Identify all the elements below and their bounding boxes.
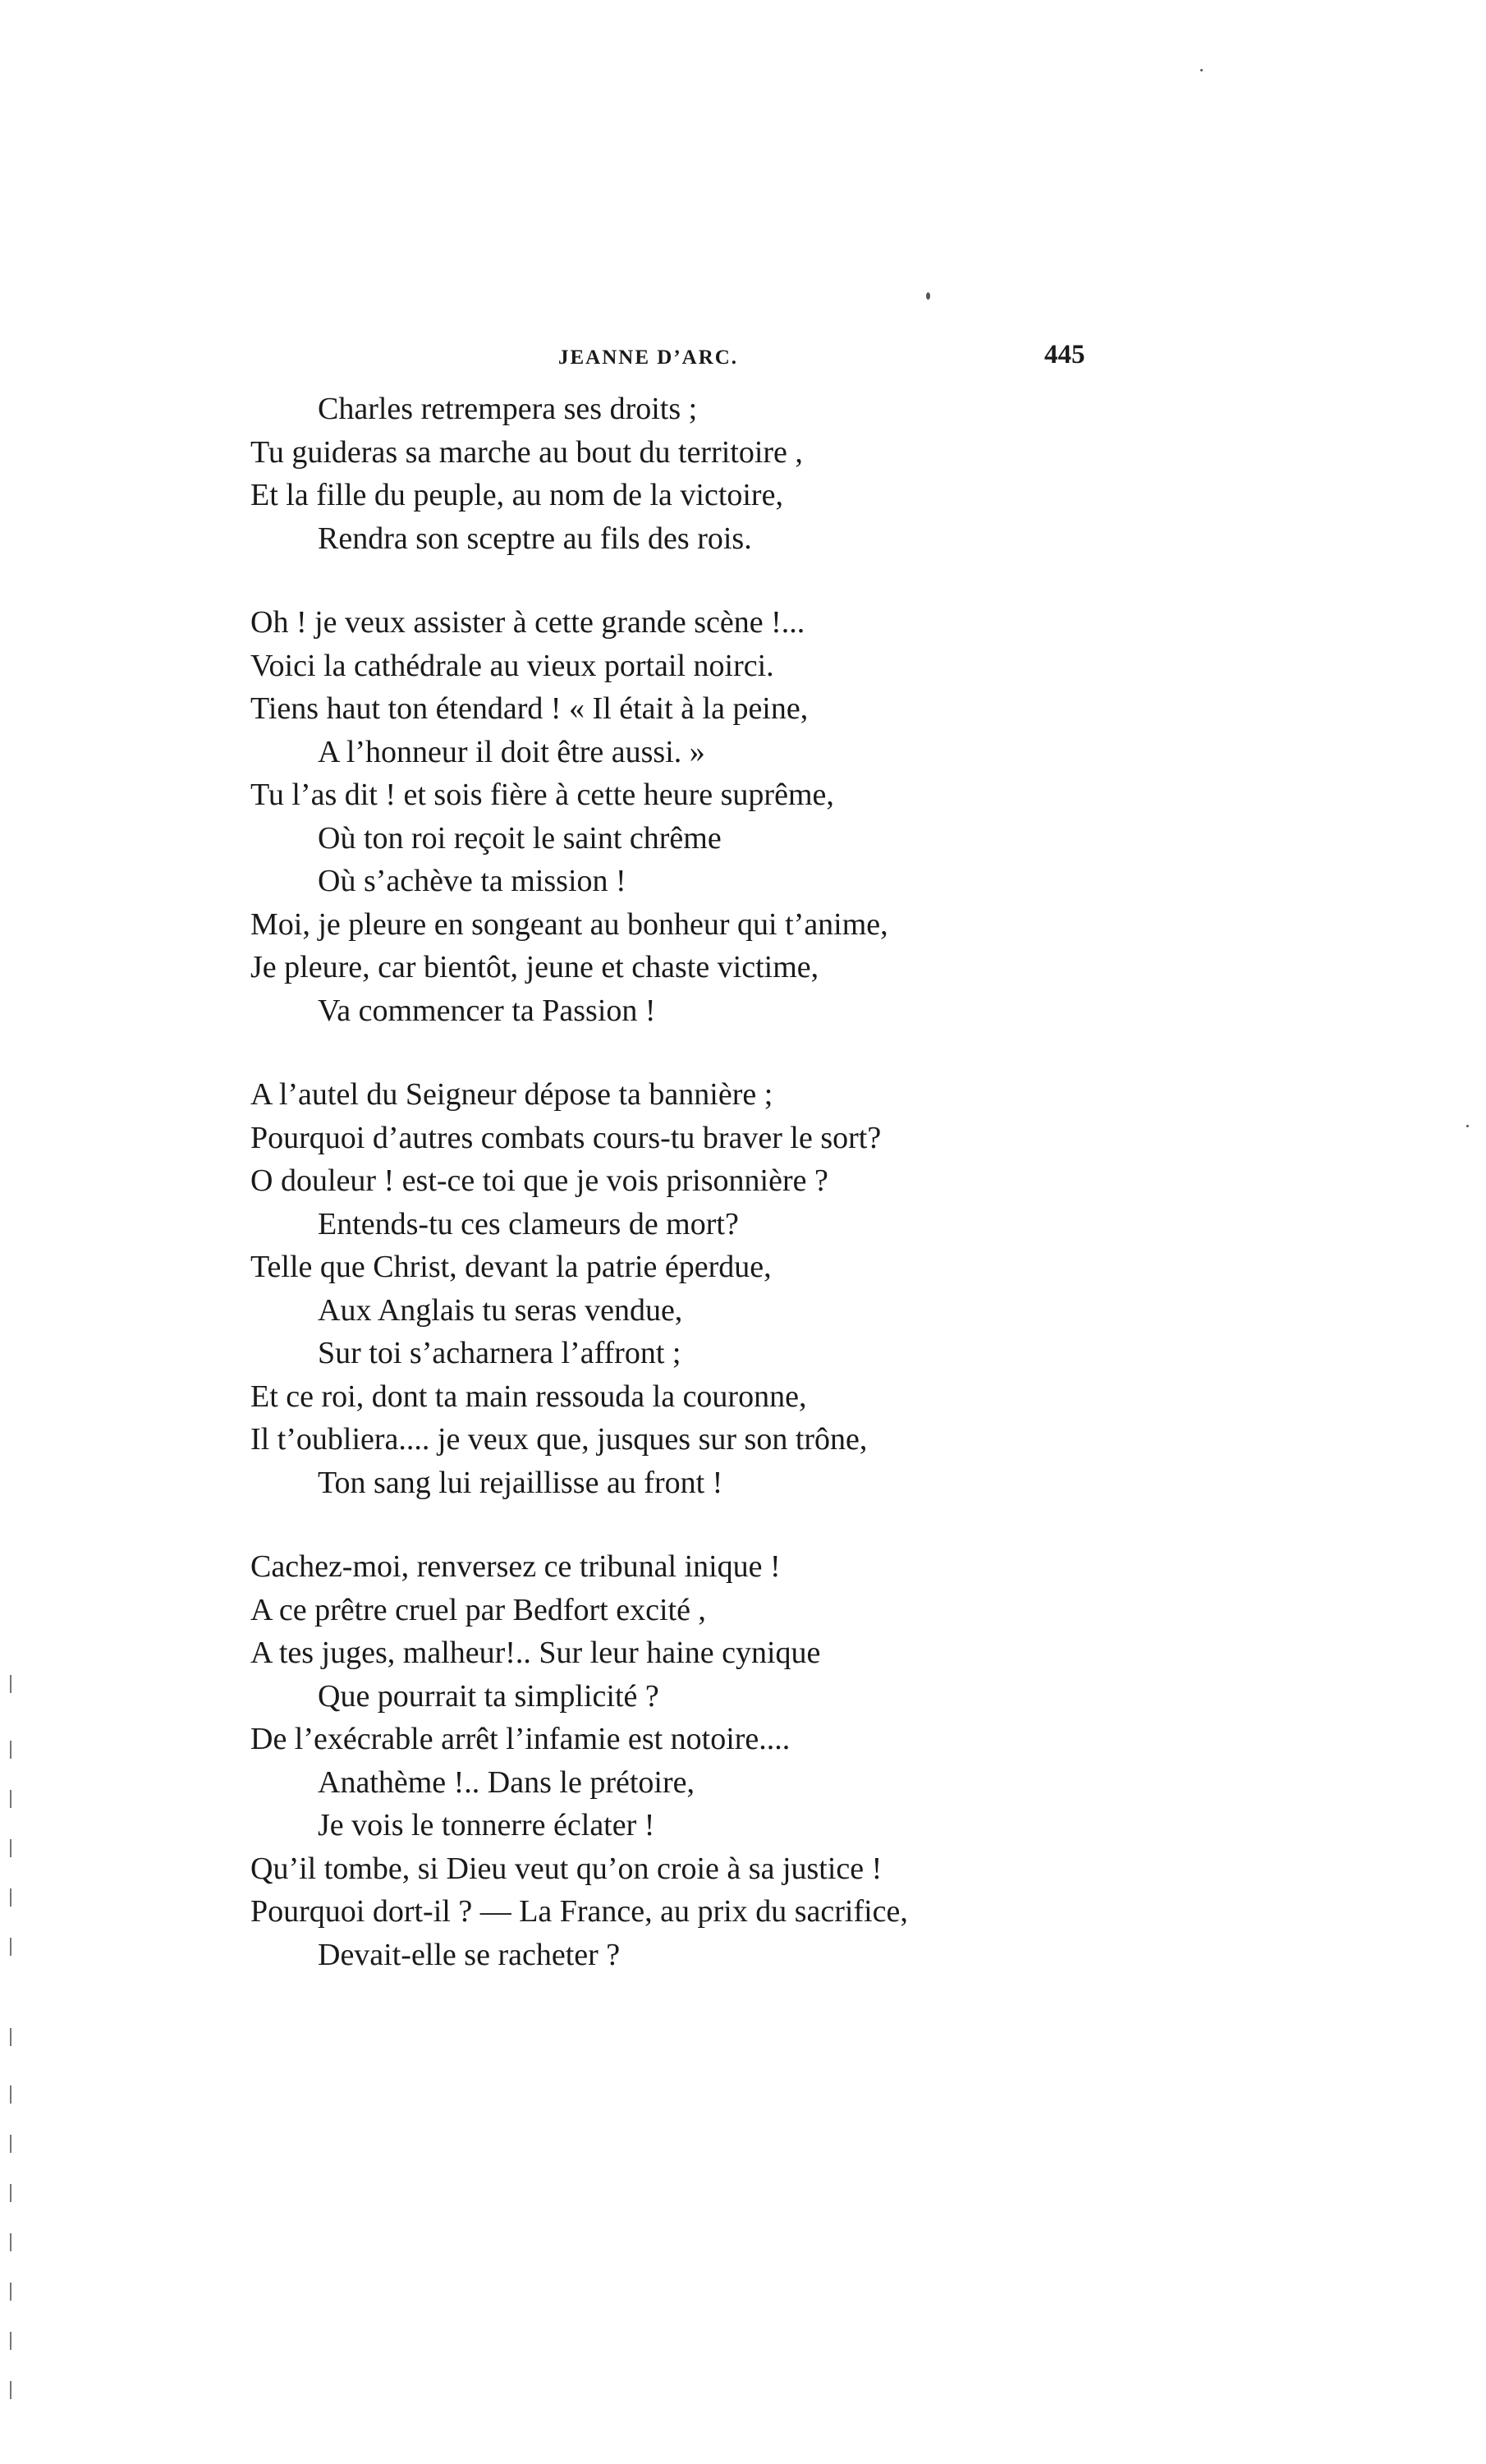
page-number: 445: [1044, 340, 1085, 369]
scan-margin-mark: [10, 2184, 11, 2202]
verse-line: Aux Anglais tu seras vendue,: [318, 1292, 683, 1328]
verse-line: Et la fille du peuple, au nom de la victoire,: [250, 478, 783, 512]
scan-margin-mark: [10, 2233, 11, 2251]
verse-line: De l’exécrable arrêt l’infamie est notoire....: [250, 1722, 791, 1756]
scan-margin-mark: [10, 1888, 11, 1907]
verse-line: Entends-tu ces clameurs de mort?: [318, 1206, 739, 1241]
stanza: [250, 601, 1318, 1032]
verse-line: A ce prêtre cruel par Bedfort excité ,: [250, 1592, 706, 1627]
verse-line: Ton sang lui rejaillisse au front !: [318, 1465, 723, 1500]
verse-line: Voici la cathédrale au vieux portail noirci.: [250, 648, 774, 683]
scan-speck: [1466, 1125, 1469, 1127]
verse-line: Moi, je pleure en songeant au bonheur qui t’anime,: [250, 906, 888, 942]
scan-margin-mark: [10, 1741, 11, 1759]
verse-line: Qu’il tombe, si Dieu veut qu’on croie à sa justice !: [250, 1851, 883, 1886]
verse-line: Telle que Christ, devant la patrie éperdue,: [250, 1250, 772, 1284]
verse-line: Et ce roi, dont ta main ressouda la couronne,: [250, 1379, 807, 1414]
scan-margin-mark: [10, 1839, 11, 1857]
verse-line: Cachez-moi, renversez ce tribunal inique !: [250, 1549, 781, 1584]
running-header: [0, 340, 1486, 389]
verse-line: Va commencer ta Passion !: [318, 993, 656, 1028]
scan-speck: [1200, 69, 1203, 71]
verse-line: Charles retrempera ses droits ;: [318, 392, 698, 426]
scan-margin-mark: [10, 2283, 11, 2301]
scan-margin-mark: [10, 2332, 11, 2350]
poem-body: [250, 388, 1318, 1976]
verse-line: Il t’oubliera.... je veux que, jusques sur son trône,: [250, 1422, 868, 1457]
verse-line: Sur toi s’acharnera l’affront ;: [318, 1336, 681, 1370]
verse-line: Je pleure, car bientôt, jeune et chaste victime,: [250, 950, 819, 984]
stanza: [250, 1073, 1318, 1504]
verse-line: A l’autel du Seigneur dépose ta bannière ;: [250, 1077, 773, 1112]
verse-line: Que pourrait ta simplicité ?: [318, 1678, 659, 1714]
scan-speck: [926, 292, 930, 300]
verse-line: Je vois le tonnerre éclater !: [318, 1808, 655, 1842]
verse-line: Tiens haut ton étendard ! « Il était à la peine,: [250, 691, 809, 726]
verse-line: Anathème !.. Dans le prétoire,: [318, 1764, 695, 1800]
scan-margin-mark: [10, 1938, 11, 1956]
verse-line: Où ton roi reçoit le saint chrême: [318, 820, 722, 856]
scan-margin-mark: [10, 1790, 11, 1808]
verse-line: Tu l’as dit ! et sois fière à cette heure suprême,: [250, 778, 834, 812]
verse-line: Pourquoi d’autres combats cours-tu braver le sort?: [250, 1120, 882, 1155]
verse-line: Devait-elle se racheter ?: [318, 1937, 621, 1972]
scan-margin-mark: [10, 2085, 11, 2104]
scan-margin-mark: [10, 1675, 11, 1693]
scan-margin-mark: [10, 2028, 11, 2046]
verse-line: A l’honneur il doit être aussi. »: [318, 734, 705, 769]
stanza: [250, 388, 1318, 560]
scan-margin-mark: [10, 2381, 11, 2399]
verse-line: Où s’achève ta mission !: [318, 864, 626, 898]
verse-line: A tes juges, malheur!.. Sur leur haine cynique: [250, 1636, 821, 1670]
verse-line: Rendra son sceptre au fils des rois.: [318, 521, 752, 556]
verse-line: O douleur ! est-ce toi que je vois prisonnière ?: [250, 1163, 828, 1198]
verse-line: Oh ! je veux assister à cette grande scène !...: [250, 605, 805, 640]
running-title: JEANNE D’ARC.: [558, 346, 739, 369]
stanza: [250, 1545, 1318, 1976]
verse-line: Tu guideras sa marche au bout du territoire ,: [250, 434, 803, 470]
scan-margin-mark: [10, 2135, 11, 2153]
verse-line: Pourquoi dort-il ? — La France, au prix du sacrifice,: [250, 1894, 908, 1929]
